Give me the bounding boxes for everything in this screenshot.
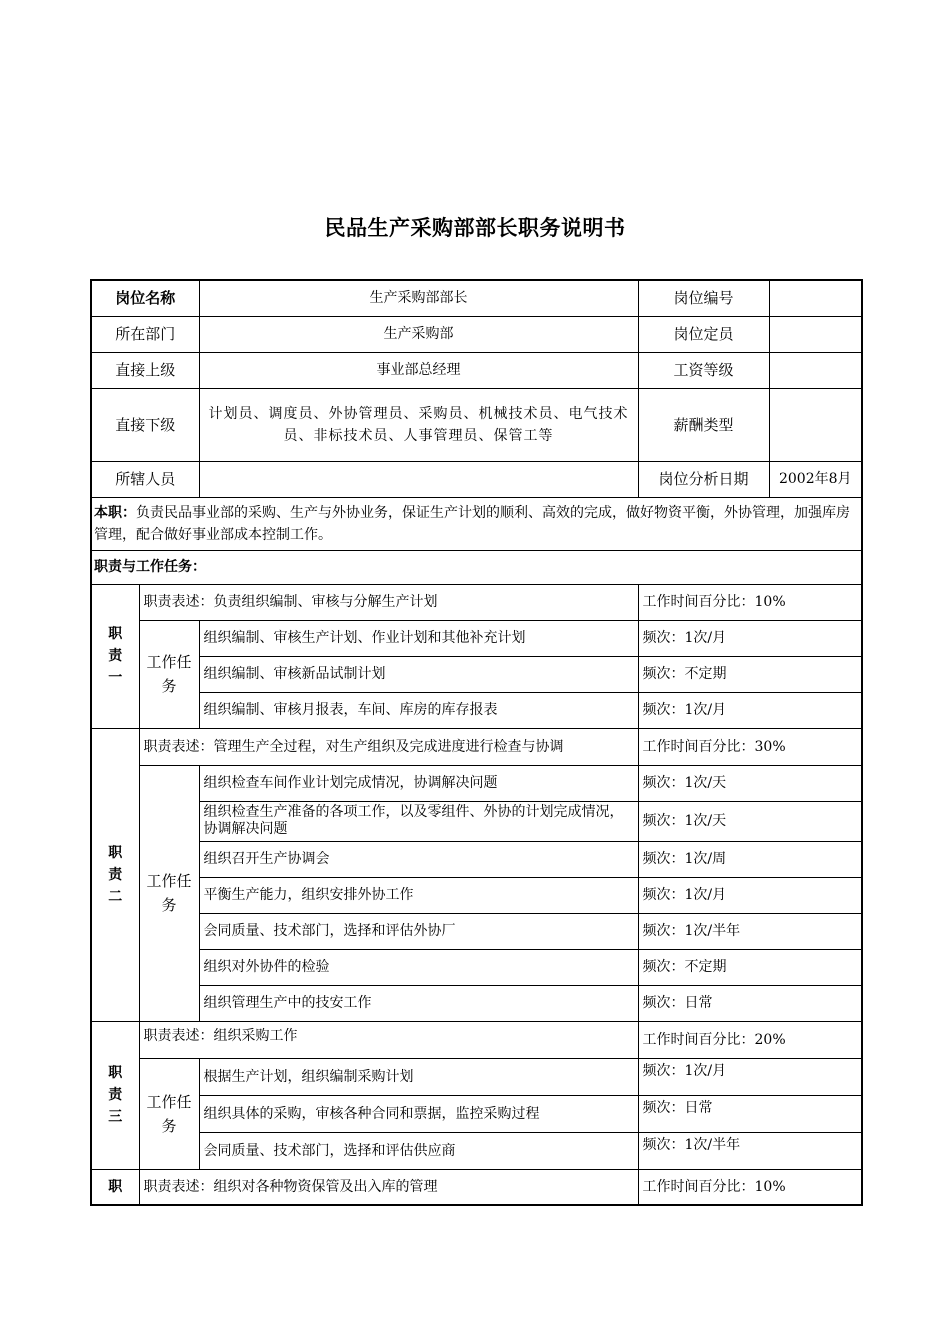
info-row: [91, 280, 862, 316]
summary-text: 负责民品事业部的采购、生产与外协业务，保证生产计划的顺利、高效的完成，做好物资平衡，外协管理，加强库房管理，配合做好事业部成本控制工作。: [94, 504, 850, 543]
task-frequency: 频次：1次/月: [638, 1058, 862, 1095]
info-label: 岗位编号: [638, 280, 769, 316]
task-text: 组织检查车间作业计划完成情况，协调解决问题: [199, 765, 638, 801]
info-row: [91, 352, 862, 388]
task-frequency: 频次：1次/月: [638, 877, 862, 913]
task-frequency: 频次：1次/周: [638, 841, 862, 877]
duty-name-char: 责: [108, 648, 123, 664]
task-frequency: 频次：1次/月: [638, 620, 862, 656]
task-frequency: 频次：不定期: [638, 949, 862, 985]
task-frequency: 频次：1次/半年: [638, 1132, 862, 1169]
task-frequency: 频次：日常: [638, 985, 862, 1021]
info-label: 岗位名称: [91, 280, 199, 316]
task-text: 组织管理生产中的技安工作: [199, 985, 638, 1021]
task-row: [91, 841, 862, 877]
task-label: 工作任务: [139, 620, 199, 728]
info-value: [769, 316, 862, 352]
task-label: 工作任务: [139, 1058, 199, 1169]
summary-label: 本职：: [94, 504, 136, 521]
task-frequency: 频次：1次/天: [638, 765, 862, 801]
duty-statement-row: [91, 584, 862, 620]
duty-name-char: 职: [108, 844, 123, 861]
task-row: [91, 765, 862, 801]
duty-name-char: 一: [108, 670, 123, 686]
duty-name-char: 责: [108, 866, 123, 883]
info-row: [91, 461, 862, 497]
task-text: 会同质量、技术部门，选择和评估外协厂: [199, 913, 638, 949]
task-row: [91, 1132, 862, 1169]
task-text: 组织编制、审核月报表，车间、库房的库存报表: [199, 692, 638, 728]
info-value: 2002年8月: [769, 461, 862, 497]
task-row: [91, 1058, 862, 1095]
task-row: [91, 656, 862, 692]
info-label: 薪酬类型: [638, 388, 769, 461]
summary-cell: [91, 497, 862, 550]
task-row: [91, 692, 862, 728]
duty-statement-row: [91, 1169, 862, 1205]
duty-statement: 职责表述：管理生产全过程，对生产组织及完成进度进行检查与协调: [139, 728, 638, 765]
task-frequency: 频次：1次/天: [638, 801, 862, 841]
task-row: [91, 949, 862, 985]
duty-statement: 职责表述：组织对各种物资保管及出入库的管理: [139, 1169, 638, 1205]
duty-name-char: 职: [108, 1065, 123, 1081]
task-frequency: 频次：1次/半年: [638, 913, 862, 949]
duty-name-char: 职: [108, 1178, 123, 1195]
info-row: [91, 388, 862, 461]
duty-name: [91, 1169, 139, 1205]
info-value: 事业部总经理: [199, 352, 638, 388]
info-value: [769, 352, 862, 388]
duty-name-char: 职: [108, 626, 123, 642]
duty-percent: 工作时间百分比：10%: [638, 584, 862, 620]
info-value: [199, 461, 638, 497]
info-value: [769, 280, 862, 316]
task-label: 工作任务: [139, 765, 199, 1021]
task-text: 组织具体的采购，审核各种合同和票据，监控采购过程: [199, 1095, 638, 1132]
duty-name: [91, 584, 139, 728]
duty-statement-row: [91, 1021, 862, 1058]
duties-header: 职责与工作任务：: [91, 550, 862, 584]
task-text: 根据生产计划，组织编制采购计划: [199, 1058, 638, 1095]
duty-name: [91, 1021, 139, 1169]
page-title: 民品生产采购部部长职务说明书: [324, 216, 626, 240]
task-text: 会同质量、技术部门，选择和评估供应商: [199, 1132, 638, 1169]
task-row: [91, 877, 862, 913]
info-label: 岗位分析日期: [638, 461, 769, 497]
info-label: 工资等级: [638, 352, 769, 388]
duty-percent: 工作时间百分比：20%: [638, 1021, 862, 1058]
info-label: 直接下级: [91, 388, 199, 461]
task-row: [91, 1095, 862, 1132]
info-label: 直接上级: [91, 352, 199, 388]
info-label: 岗位定员: [638, 316, 769, 352]
task-text: 组织编制、审核生产计划、作业计划和其他补充计划: [199, 620, 638, 656]
info-label: 所辖人员: [91, 461, 199, 497]
duty-name-char: 责: [108, 1087, 123, 1103]
info-value-text: 生产采购部部长: [369, 290, 468, 307]
task-frequency: 频次：不定期: [638, 656, 862, 692]
task-text: 组织召开生产协调会: [199, 841, 638, 877]
task-row: [91, 985, 862, 1021]
duty-statement: 职责表述：负责组织编制、审核与分解生产计划: [139, 584, 638, 620]
duty-name: [91, 728, 139, 1021]
task-text: 平衡生产能力，组织安排外协工作: [199, 877, 638, 913]
info-label: 所在部门: [91, 316, 199, 352]
summary-row: [91, 497, 862, 550]
duties-header-row: [91, 550, 862, 584]
task-text: 组织检查生产准备的各项工作，以及零组件、外协的计划完成情况，协调解决问题: [199, 801, 638, 841]
info-value: 生产采购部: [199, 316, 638, 352]
task-text: 组织对外协件的检验: [199, 949, 638, 985]
job-description-table: [90, 279, 863, 1206]
duty-percent: 工作时间百分比：30%: [638, 728, 862, 765]
task-text: 组织编制、审核新品试制计划: [199, 656, 638, 692]
info-row: [91, 316, 862, 352]
info-value: 计划员、调度员、外协管理员、采购员、机械技术员、电气技术员、非标技术员、人事管理员、保管工等: [199, 388, 638, 461]
duty-percent: 工作时间百分比：10%: [638, 1169, 862, 1205]
task-frequency: 频次：日常: [638, 1095, 862, 1132]
duty-name-char: 三: [108, 1109, 123, 1125]
task-row: [91, 620, 862, 656]
info-value: [199, 280, 638, 316]
info-value: [769, 388, 862, 461]
duty-name-char: 二: [108, 888, 123, 905]
duty-statement: 职责表述：组织采购工作: [139, 1021, 638, 1058]
duty-statement-row: [91, 728, 862, 765]
task-row: [91, 801, 862, 841]
task-row: [91, 913, 862, 949]
task-frequency: 频次：1次/月: [638, 692, 862, 728]
